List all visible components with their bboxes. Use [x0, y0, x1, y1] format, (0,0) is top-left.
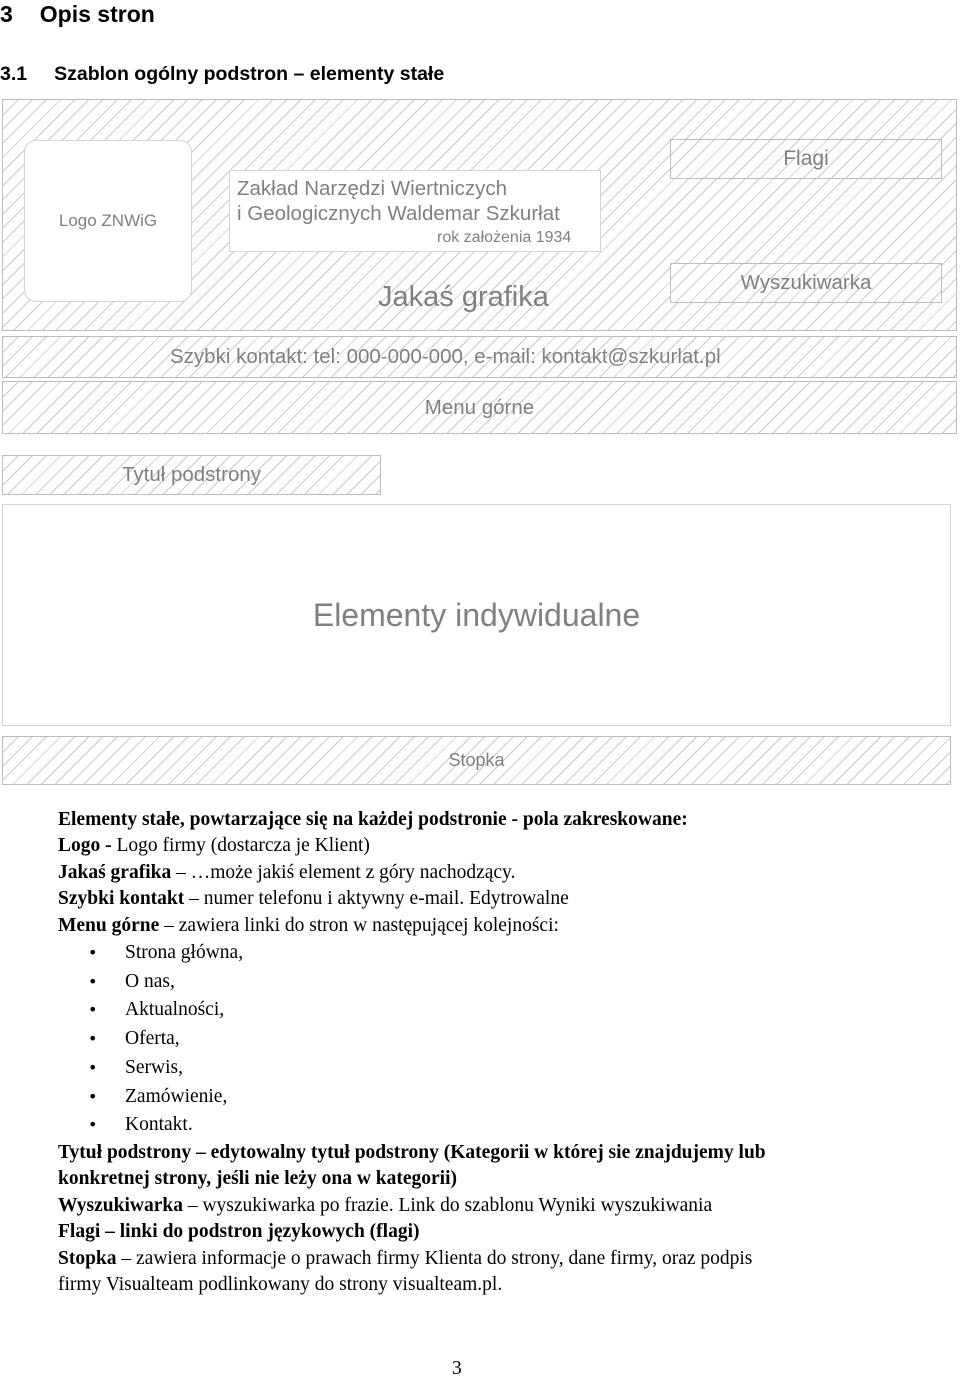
list-item: • Zamówienie,: [58, 1083, 938, 1112]
footer-label: Stopka: [448, 750, 505, 770]
footer-line-2: firmy Visualteam podlinkowany do strony visualteam.pl.: [58, 1273, 503, 1295]
company-line-2: i Geologicznych Waldemar Szkurłat: [237, 202, 560, 225]
company-line-1: Zakład Narzędzi Wiertniczych: [237, 177, 507, 200]
contact-line: Szybki kontakt – numer telefonu i aktywny e-mail. Edytrowalne: [58, 888, 569, 910]
subsection-title: Szablon ogólny podstron – elementy stałe: [54, 63, 445, 85]
logo-box: [24, 140, 192, 302]
top-menu-label: Menu górne: [424, 395, 535, 419]
individual-elements-box: [2, 504, 951, 726]
logo-line: Logo - Logo firmy (dostarcza je Klient): [58, 835, 370, 857]
search-label: Wyszukiwarka: [740, 271, 872, 294]
section-title: Opis stron: [39, 1, 155, 27]
graphic-label: Jakaś grafika: [378, 281, 549, 313]
description: [58, 807, 938, 1298]
company-name: [237, 176, 560, 226]
footer-bar: [2, 736, 951, 785]
footer-line-1: Stopka – zawiera informacje o prawach firmy Klienta do strony, dane firmy, oraz podpis: [58, 1247, 753, 1269]
list-item: • Strona główna,: [58, 939, 938, 968]
search-line: Wyszukiwarka – wyszukiwarka po frazie. Link do szablonu Wyniki wyszukiwania: [58, 1194, 713, 1216]
section-heading: [0, 0, 155, 28]
title-line-2: konkretnej strony, jeśli nie leży ona w kategorii): [58, 1168, 458, 1190]
flags-line: Flagi – linki do podstron językowych (flagi): [58, 1221, 420, 1243]
intro-line: Elementy stałe, powtarzające się na każdej podstronie - pola zakreskowane:: [58, 809, 688, 830]
flags-box: [670, 139, 942, 179]
subsection-number: 3.1: [0, 63, 28, 85]
flags-label: Flagi: [783, 147, 829, 170]
list-item: • Serwis,: [58, 1054, 938, 1083]
list-item: • Oferta,: [58, 1025, 938, 1054]
page-title-box: [2, 455, 381, 495]
search-box: [670, 263, 942, 303]
graphic-line: Jakaś grafika – …może jakiś element z góry nachodzący.: [58, 861, 516, 883]
list-item: • O nas,: [58, 968, 938, 997]
founded-year: rok założenia 1934: [437, 229, 572, 246]
page-title-label: Tytuł podstrony: [121, 463, 261, 486]
title-line-1: Tytuł podstrony – edytowalny tytuł podstrony (Kategorii w której sie znajdujemy lub: [58, 1141, 766, 1163]
list-item: • Aktualności,: [58, 996, 938, 1025]
page-number: 3: [452, 1358, 462, 1379]
logo-label: Logo ZNWiG: [58, 211, 158, 230]
menu-line: Menu górne – zawiera linki do stron w następującej kolejności:: [58, 914, 559, 936]
subsection-heading: [0, 62, 444, 86]
top-menu-bar: [2, 381, 957, 434]
menu-list: [58, 939, 938, 1140]
section-number: 3: [0, 1, 13, 27]
quick-contact-text: Szybki kontakt: tel: 000-000-000, e-mail: kontakt@szkurlat.pl: [170, 345, 721, 368]
individual-elements-label: Elementy indywidualne: [312, 596, 641, 633]
list-item: • Kontakt.: [58, 1111, 938, 1140]
